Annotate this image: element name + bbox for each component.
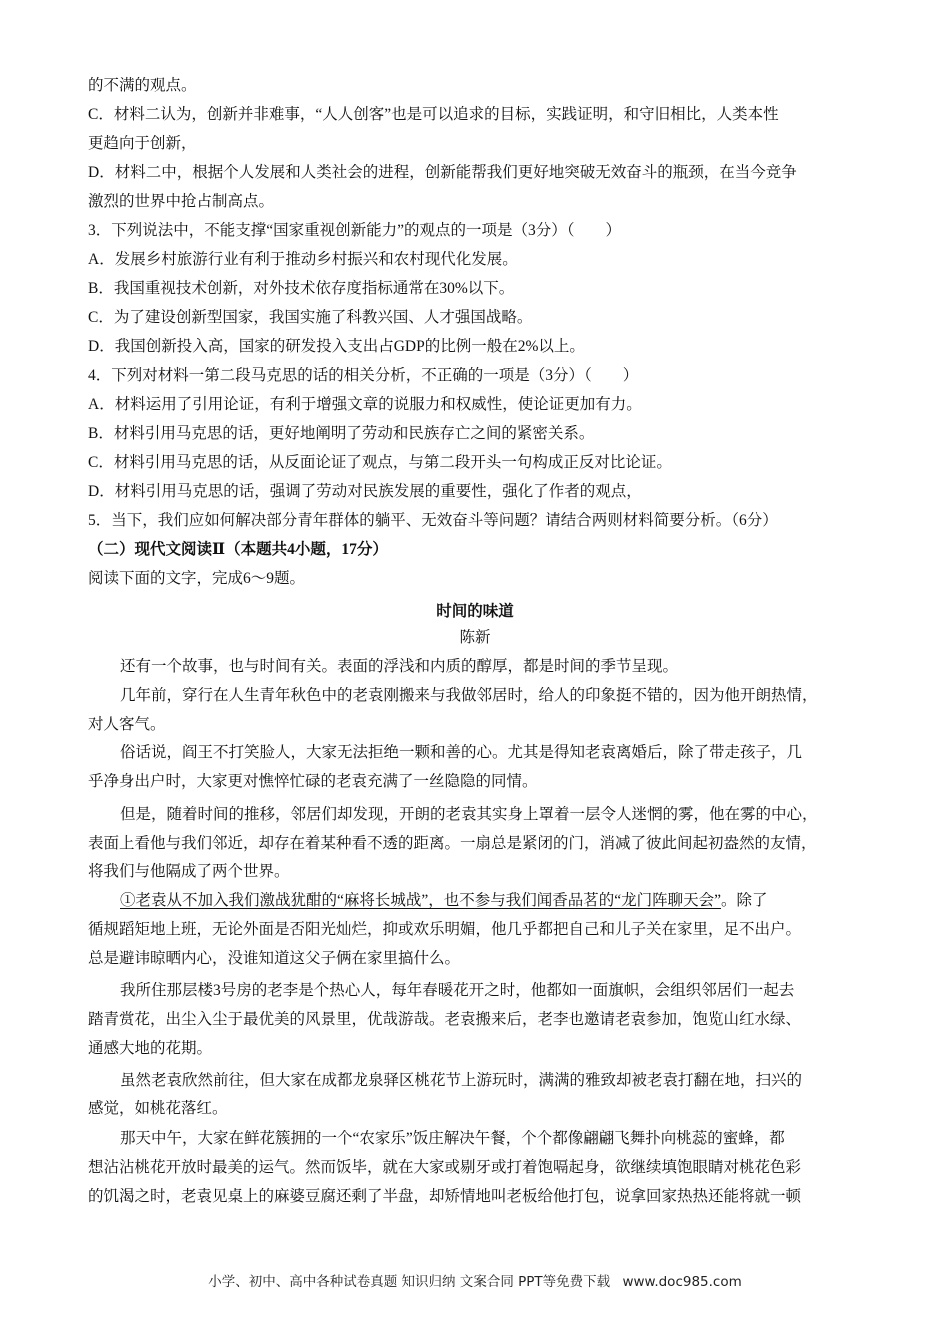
- article-paragraph-cont: 踏青赏花，出尘入尘于最优美的风景里，优哉游哉。老袁搬来后，老李也邀请老袁参加，饱览山红水绿、: [88, 1011, 802, 1028]
- article-paragraph-cont: 感觉，如桃花落红。: [88, 1100, 228, 1117]
- article-author: 陈新: [459, 629, 491, 646]
- page-footer: [0, 1270, 950, 1290]
- article-paragraph: 俗话说，阎王不打笑脸人，大家无法拒绝一颗和善的心。尤其是得知老袁离婚后，除了带走孩子，几: [120, 744, 803, 761]
- option-d: D．我国创新投入高，国家的研发投入支出占GDP的比例一般在2%以上。: [88, 338, 585, 355]
- option-a: A．发展乡村旅游行业有利于推动乡村振兴和农村现代化发展。: [88, 251, 518, 268]
- footer-ad-text: 小学、初中、高中各种试卷真题 知识归纳 文案合同 PPT等免费下载: [208, 1274, 611, 1290]
- sentence-tail: 。除了: [721, 892, 768, 909]
- question-4: 4．下列对材料一第二段马克思的话的相关分析，不正确的一项是（3分）（ ）: [88, 367, 639, 384]
- article-paragraph-cont: 想沾沾桃花开放时最美的运气。然而饭毕，就在大家或剔牙或打着饱嗝起身，欲继续填饱眼睛对桃花色彩: [88, 1159, 802, 1176]
- option-d: D．材料引用马克思的话，强调了劳动对民族发展的重要性，强化了作者的观点，: [88, 483, 642, 500]
- underlined-sentence-1: ①老袁从不加入我们激战犹酣的“麻将长城战”，也不参与我们闻香品茗的“龙门阵聊天会”: [120, 892, 722, 909]
- question-3: 3．下列说法中，不能支撑“国家重视创新能力”的观点的一项是（3分）（ ）: [88, 222, 622, 239]
- article-title: 时间的味道: [436, 602, 514, 620]
- article-paragraph: 几年前，穿行在人生青年秋色中的老袁刚搬来与我做邻居时，给人的印象挺不错的，因为他开朗热情，: [120, 687, 818, 704]
- option-c: C．为了建设创新型国家，我国实施了科教兴国、人才强国战略。: [88, 309, 533, 326]
- article-paragraph: 那天中午，大家在鲜花簇拥的一个“农家乐”饭庄解决午餐，个个都像翩翩飞舞扑向桃蕊的蜜蜂，都: [120, 1130, 785, 1147]
- option-c: C．材料二认为，创新并非难事，“人人创客”也是可以追求的目标，实践证明，和守旧相比，人类本性: [88, 106, 779, 123]
- article-paragraph-cont: 通感大地的花期。: [88, 1040, 213, 1057]
- article-paragraph: 我所住那层楼3号房的老李是个热心人，每年春暖花开之时，他都如一面旗帜，会组织邻居们一起去: [120, 982, 795, 999]
- footer-site-link[interactable]: www.doc985.com: [622, 1274, 742, 1290]
- option-b: B．我国重视技术创新，对外技术依存度指标通常在30%以下。: [88, 280, 515, 297]
- article-paragraph: 但是，随着时间的推移，邻居们却发现，开朗的老袁其实身上罩着一层令人迷惘的雾，他在雾的中心，: [120, 806, 818, 823]
- section-instruction: 阅读下面的文字，完成6～9题。: [88, 570, 306, 587]
- article-paragraph-cont: 总是避讳晾晒内心，没谁知道这父子俩在家里搞什么。: [88, 950, 461, 967]
- article-paragraph-cont: 将我们与他隔成了两个世界。: [88, 863, 290, 880]
- option-c: C．材料引用马克思的话，从反面论证了观点，与第二段开头一句构成正反对比论证。: [88, 454, 672, 471]
- option-text: 激烈的世界中抢占制高点。: [88, 193, 275, 210]
- article-paragraph: 虽然老袁欣然前往，但大家在成都龙泉驿区桃花节上游玩时，满满的雅致却被老袁打翻在地，扫兴的: [120, 1072, 803, 1089]
- option-text: 的不满的观点。: [88, 77, 197, 94]
- article-paragraph-marked: [120, 891, 768, 911]
- question-5: 5．当下，我们应如何解决部分青年群体的躺平、无效奋斗等问题？请结合两则材料简要分析。（6分）: [88, 512, 778, 529]
- article-paragraph-cont: 的饥渴之时，老袁见桌上的麻婆豆腐还剩了半盘，却矫情地叫老板给他打包，说拿回家热热还能将就一顿: [88, 1188, 802, 1205]
- article-paragraph: 还有一个故事，也与时间有关。表面的浮浅和内质的醇厚，都是时间的季节呈现。: [120, 658, 679, 675]
- option-a: A．材料运用了引用论证，有利于增强文章的说服力和权威性，使论证更加有力。: [88, 396, 642, 413]
- article-paragraph-cont: 表面上看他与我们邻近，却存在着某种看不透的距离。一扇总是紧闭的门，消减了彼此间起初盎然的友情，: [88, 835, 817, 852]
- article-paragraph-cont: 乎净身出户时，大家更对憔悴忙碌的老袁充满了一丝隐隐的同情。: [88, 773, 538, 790]
- article-paragraph-cont: 对人客气。: [88, 716, 166, 733]
- article-paragraph-cont: 循规蹈矩地上班，无论外面是否阳光灿烂，抑或欢乐明媚，他几乎都把自己和儿子关在家里，足不出户。: [88, 921, 802, 938]
- section-heading: （二）现代文阅读Ⅱ（本题共4小题，17分）: [88, 541, 388, 558]
- option-b: B．材料引用马克思的话，更好地阐明了劳动和民族存亡之间的紧密关系。: [88, 425, 595, 442]
- option-d: D．材料二中，根据个人发展和人类社会的进程，创新能帮我们更好地突破无效奋斗的瓶颈，在当今竞争: [88, 164, 797, 181]
- option-text: 更趋向于创新，: [88, 135, 197, 152]
